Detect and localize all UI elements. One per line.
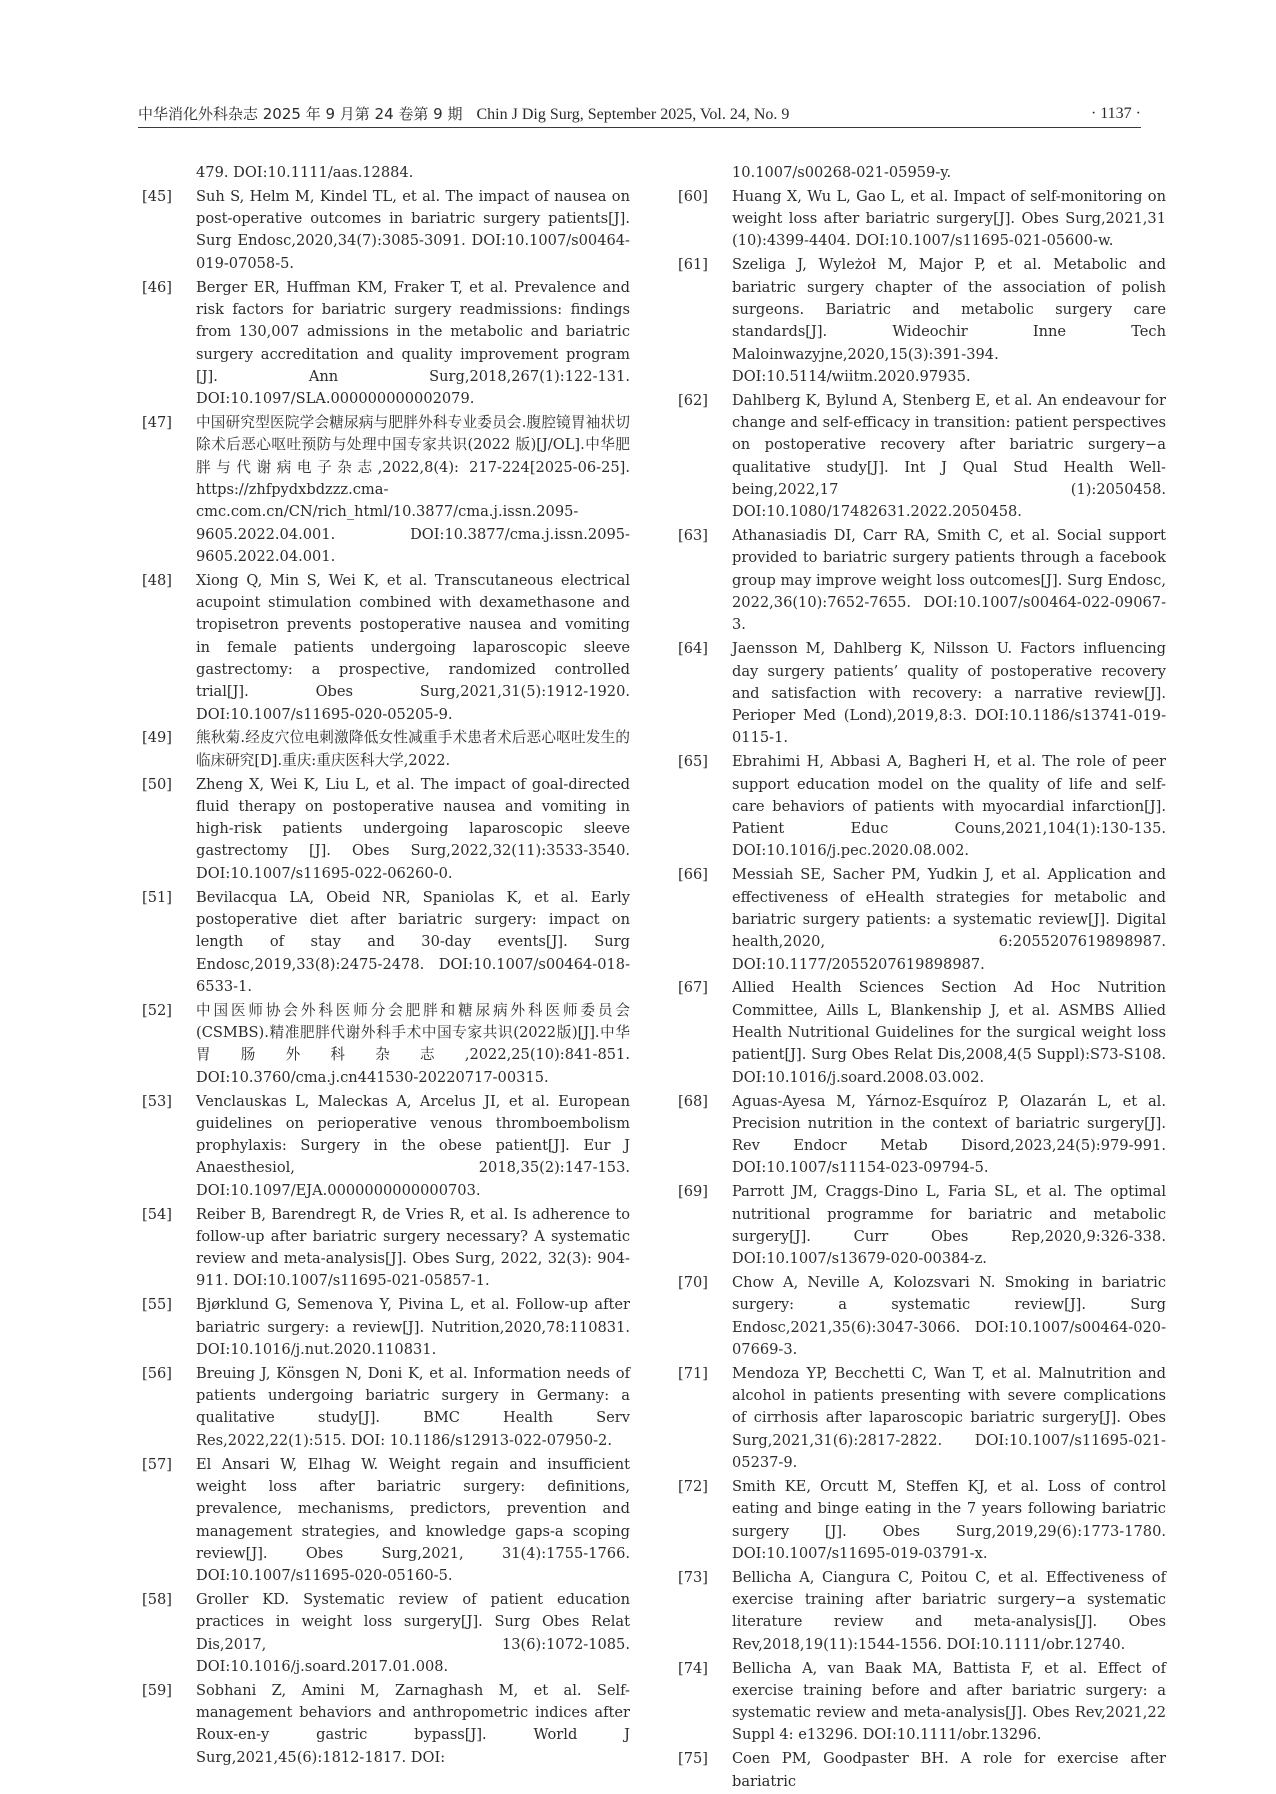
reference-entry [142,1204,630,1293]
reference-continuation [142,162,630,184]
reference-text: Groller KD. Systematic review of patient education practices in weight loss surgery[J]. Surg Obes Relat Dis,2017, 13(6):1072-1085. DOI:10.1016/j.soard.2017.01.008. [196,1591,630,1675]
reference-entry [678,1272,1166,1361]
reference-number: [71] [678,1364,708,1382]
reference-number: [73] [678,1568,708,1586]
reference-number: [54] [142,1205,172,1223]
reference-text: Bevilacqua LA, Obeid NR, Spaniolas K, et al. Early postoperative diet after bariatric surgery: impact on length of stay and 30-day events[J]. Surg Endosc,2019,33(8):2475-2478. DOI:10.1007/s00464-018-6533-1. [196,888,630,995]
reference-text: Smith KE, Orcutt M, Steffen KJ, et al. Loss of control eating and binge eating in the 7 years following bariatric surgery [J]. Obes Surg,2019,29(6):1773-1780. DOI:10.1007/s11695-019-03791-x. [732,1477,1166,1562]
reference-entry [142,1294,630,1361]
reference-number: [69] [678,1183,708,1201]
reference-number: [56] [142,1364,172,1382]
reference-text: Coen PM, Goodpaster BH. A role for exercise after bariatric [732,1750,1166,1790]
reference-number: [52] [142,1001,172,1019]
reference-number: [74] [678,1659,708,1677]
reference-entry [142,277,630,411]
reference-entry [678,525,1166,636]
reference-number: [72] [678,1477,708,1495]
page-number: · 1137 · [1090,105,1141,122]
reference-number: [48] [142,571,172,589]
reference-entry [678,1476,1166,1565]
reference-entry [678,1363,1166,1474]
reference-text: Suh S, Helm M, Kindel TL, et al. The impact of nausea on post-operative outcomes in bariatric surgery patients[J]. Surg Endosc,2020,34(7):3085-3091. DOI:10.1007/s00464-019-07058-5. [196,187,630,272]
reference-entry [678,254,1166,388]
reference-number: [53] [142,1092,172,1110]
reference-entry [142,1454,630,1588]
reference-entry [142,774,630,885]
reference-number: [57] [142,1455,172,1473]
reference-text: Dahlberg K, Bylund A, Stenberg E, et al. An endeavour for change and self-efficacy in transition: patient perspectives on postoperative recovery after bariatric surgery−a qualitative study[J]. Int J Qual Stud Health Well-being,2022,17 (1):2050458. DOI:10.1080/17482631.2022.2050458. [732,391,1166,521]
reference-entry [678,638,1166,749]
reference-text: Aguas-Ayesa M, Yárnoz-Esquíroz P, Olazarán L, et al. Precision nutrition in the context of bariatric surgery[J]. Rev Endocr Metab Disord,2023,24(5):979-991. DOI:10.1007/s11154-023-09794-5. [732,1092,1166,1177]
reference-entry [678,751,1166,862]
reference-number: [50] [142,775,172,793]
reference-entry [678,977,1166,1088]
reference-column-left [142,162,630,1771]
reference-entry [142,1363,630,1452]
reference-text: 中国研究型医院学会糖尿病与肥胖外科专业委员会.腹腔镜胃袖状切除术后恶心呕吐预防与处理中国专家共识(2022 版)[J/OL].中华肥胖与代谢病电子杂志,2022,8(4): 217-224[2025-06-25]. https://zhfpydxbdzzz.cma-cmc.com.cn/CN/rich_html/10.3877/cma.j.issn.2095-9605.2022.04.001. DOI:10.3877/cma.j.issn.2095-9605.2022.04.001. [196,414,630,565]
reference-entry [678,1091,1166,1180]
reference-text: Szeliga J, Wyleżoł M, Major P, et al. Metabolic and bariatric surgery chapter of the association of polish surgeons. Bariatric and metabolic surgery care standards[J]. Wideochir Inne Tech Maloinwazyjne,2020,15(3):391-394. DOI:10.5114/wiitm.2020.97935. [732,256,1166,385]
reference-number: [61] [678,256,708,274]
reference-number: [58] [142,1591,172,1609]
reference-entry [678,186,1166,253]
reference-text: Messiah SE, Sacher PM, Yudkin J, et al. Application and effectiveness of eHealth strategies for metabolic and bariatric surgery patients: a systematic review[J]. Digital health,2020, 6:2055207619898987. DOI:10.1177/2055207619898987. [732,866,1166,973]
reference-text: Jaensson M, Dahlberg K, Nilsson U. Factors influencing day surgery patients’ quality of postoperative recovery and satisfaction with recovery: a narrative review[J]. Perioper Med (Lond),2019,8:3. DOI:10.1186/s13741-019-0115-1. [732,640,1166,747]
reference-entry [678,1658,1166,1747]
reference-text: Bjørklund G, Semenova Y, Pivina L, et al. Follow-up after bariatric surgery: a review[J]. Nutrition,2020,78:110831. DOI:10.1016/j.nut.2020.110831. [196,1296,630,1358]
reference-text: Bellicha A, van Baak MA, Battista F, et al. Effect of exercise training before and after bariatric surgery: a systematic review and meta-analysis[J]. Obes Rev,2021,22 Suppl 4: e13296. DOI:10.1111/obr.13296. [732,1659,1166,1744]
reference-text: 熊秋菊.经皮穴位电刺激降低女性减重手术患者术后恶心呕吐发生的临床研究[D].重庆:重庆医科大学,2022. [196,729,630,769]
reference-text: Chow A, Neville A, Kolozsvari N. Smoking in bariatric surgery: a systematic review[J]. Surg Endosc,2021,35(6):3047-3066. DOI:10.1007/s00464-020-07669-3. [732,1274,1166,1358]
reference-text: Reiber B, Barendregt R, de Vries R, et al. Is adherence to follow-up after bariatric surgery necessary? A systematic review and meta-analysis[J]. Obes Surg, 2022, 32(3): 904-911. DOI:10.1007/s11695-021-05857-1. [196,1205,630,1290]
reference-number: [63] [678,527,708,545]
reference-text: Sobhani Z, Amini M, Zarnaghash M, et al. Self-management behaviors and anthropometric indices after Roux-en-y gastric bypass[J]. World J Surg,2021,45(6):1812-1817. DOI: [196,1681,630,1766]
reference-number: [55] [142,1296,172,1314]
reference-text: Huang X, Wu L, Gao L, et al. Impact of self-monitoring on weight loss after bariatric surgery[J]. Obes Surg,2021,31 (10):4399-4404. DOI:10.1007/s11695-021-05600-w. [732,187,1166,250]
journal-title-en: Chin J Dig Surg, September 2025, Vol. 24, No. 9 [476,106,790,123]
reference-number: [49] [142,729,172,747]
reference-text: Mendoza YP, Becchetti C, Wan T, et al. Malnutrition and alcohol in patients presenting with severe complications of cirrhosis after laparoscopic bariatric surgery[J]. Obes Surg,2021,31(6):2817-2822. DOI:10.1007/s11695-021-05237-9. [732,1364,1166,1472]
reference-entry [142,1589,630,1678]
reference-number: [66] [678,866,708,884]
reference-text: Berger ER, Huffman KM, Fraker T, et al. Prevalence and risk factors for bariatric surgery readmissions: findings from 130,007 admissions in the metabolic and bariatric surgery accreditation and quality improvement program [J]. Ann Surg,2018,267(1):122-131. DOI:10.1097/SLA.000000000002079. [196,278,630,408]
reference-text: El Ansari W, Elhag W. Weight regain and insufficient weight loss after bariatric surgery: definitions, prevalence, mechanisms, predictors, prevention and management strategies, and knowledge gaps-a scoping review[J]. Obes Surg,2021, 31(4):1755-1766. DOI:10.1007/s11695-020-05160-5. [196,1455,630,1585]
reference-continuation [678,162,1166,184]
journal-title-cn: 中华消化外科杂志 2025 年 9 月第 24 卷第 9 期 [138,105,463,123]
reference-entry [678,1181,1166,1270]
reference-entry [142,887,630,998]
reference-text: 479. DOI:10.1111/aas.12884. [196,164,414,181]
reference-entry [142,186,630,275]
reference-number: [70] [678,1274,708,1292]
reference-number: [45] [142,187,172,205]
reference-text: 中国医师协会外科医师分会肥胖和糖尿病外科医师委员会(CSMBS).精准肥胖代谢外科手术中国专家共识(2022版)[J].中华胃肠外科杂志,2022,25(10):841-851. DOI:10.3760/cma.j.cn441530-20220717-00315. [196,1001,630,1086]
reference-number: [64] [678,640,708,658]
reference-entry [678,1567,1166,1656]
reference-text: Venclauskas L, Maleckas A, Arcelus JI, et al. European guidelines on perioperative venous thromboembolism prophylaxis: Surgery in the obese patient[J]. Eur J Anaesthesiol, 2018,35(2):147-153. DOI:10.1097/EJA.0000000000000703. [196,1092,630,1199]
reference-entry [142,412,630,568]
reference-number: [59] [142,1681,172,1699]
running-header [138,103,1141,128]
reference-number: [47] [142,414,172,432]
reference-number: [75] [678,1750,708,1768]
reference-text: Allied Health Sciences Section Ad Hoc Nutrition Committee, Aills L, Blankenship J, et al. ASMBS Allied Health Nutritional Guidelines for the surgical weight loss patient[J]. Surg Obes Relat Dis,2008,4(5 Suppl):S73-S108. DOI:10.1016/j.soard.2008.03.002. [732,979,1166,1086]
reference-number: [51] [142,888,172,906]
reference-text: Athanasiadis DI, Carr RA, Smith C, et al. Social support provided to bariatric surgery patients through a facebook group may improve weight loss outcomes[J]. Surg Endosc, 2022,36(10):7652-7655. DOI:10.1007/s00464-022-09067-3. [732,527,1166,634]
reference-entry [142,1680,630,1769]
reference-entry [678,1748,1166,1793]
reference-entry [678,390,1166,524]
reference-number: [65] [678,753,708,771]
reference-text: Zheng X, Wei K, Liu L, et al. The impact of goal-directed fluid therapy on postoperative nausea and vomiting in high-risk patients undergoing laparoscopic sleeve gastrectomy [J]. Obes Surg,2022,32(11):3533-3540. DOI:10.1007/s11695-022-06260-0. [196,775,630,882]
reference-number: [68] [678,1092,708,1110]
reference-entry [142,1091,630,1202]
reference-column-right [678,162,1166,1794]
reference-entry [142,727,630,772]
reference-text: Bellicha A, Ciangura C, Poitou C, et al. Effectiveness of exercise training after bariatric surgery−a systematic literature review and meta-analysis[J]. Obes Rev,2018,19(11):1544-1556. DOI:10.1111/obr.12740. [732,1568,1166,1653]
reference-number: [46] [142,278,172,296]
reference-entry [142,570,630,726]
reference-number: [67] [678,979,708,997]
reference-text: Xiong Q, Min S, Wei K, et al. Transcutaneous electrical acupoint stimulation combined with dexamethasone and tropisetron prevents postoperative nausea and vomiting in female patients undergoing laparoscopic sleeve gastrectomy: a prospective, randomized controlled trial[J]. Obes Surg,2021,31(5):1912-1920. DOI:10.1007/s11695-020-05205-9. [196,571,630,723]
reference-text: Breuing J, Könsgen N, Doni K, et al. Information needs of patients undergoing bariatric surgery in Germany: a qualitative study[J]. BMC Health Serv Res,2022,22(1):515. DOI: 10.1186/s12913-022-07950-2. [196,1364,630,1449]
reference-entry [142,1000,630,1089]
journal-citation [138,103,789,126]
reference-number: [62] [678,391,708,409]
reference-text: 10.1007/s00268-021-05959-y. [732,164,952,181]
reference-entry [678,864,1166,975]
reference-number: [60] [678,187,708,205]
reference-text: Parrott JM, Craggs-Dino L, Faria SL, et al. The optimal nutritional programme for bariatric and metabolic surgery[J]. Curr Obes Rep,2020,9:326-338. DOI:10.1007/s13679-020-00384-z. [732,1183,1166,1268]
reference-text: Ebrahimi H, Abbasi A, Bagheri H, et al. The role of peer support education model on the quality of life and self-care behaviors of patients with myocardial infarction[J]. Patient Educ Couns,2021,104(1):130-135. DOI:10.1016/j.pec.2020.08.002. [732,753,1166,860]
